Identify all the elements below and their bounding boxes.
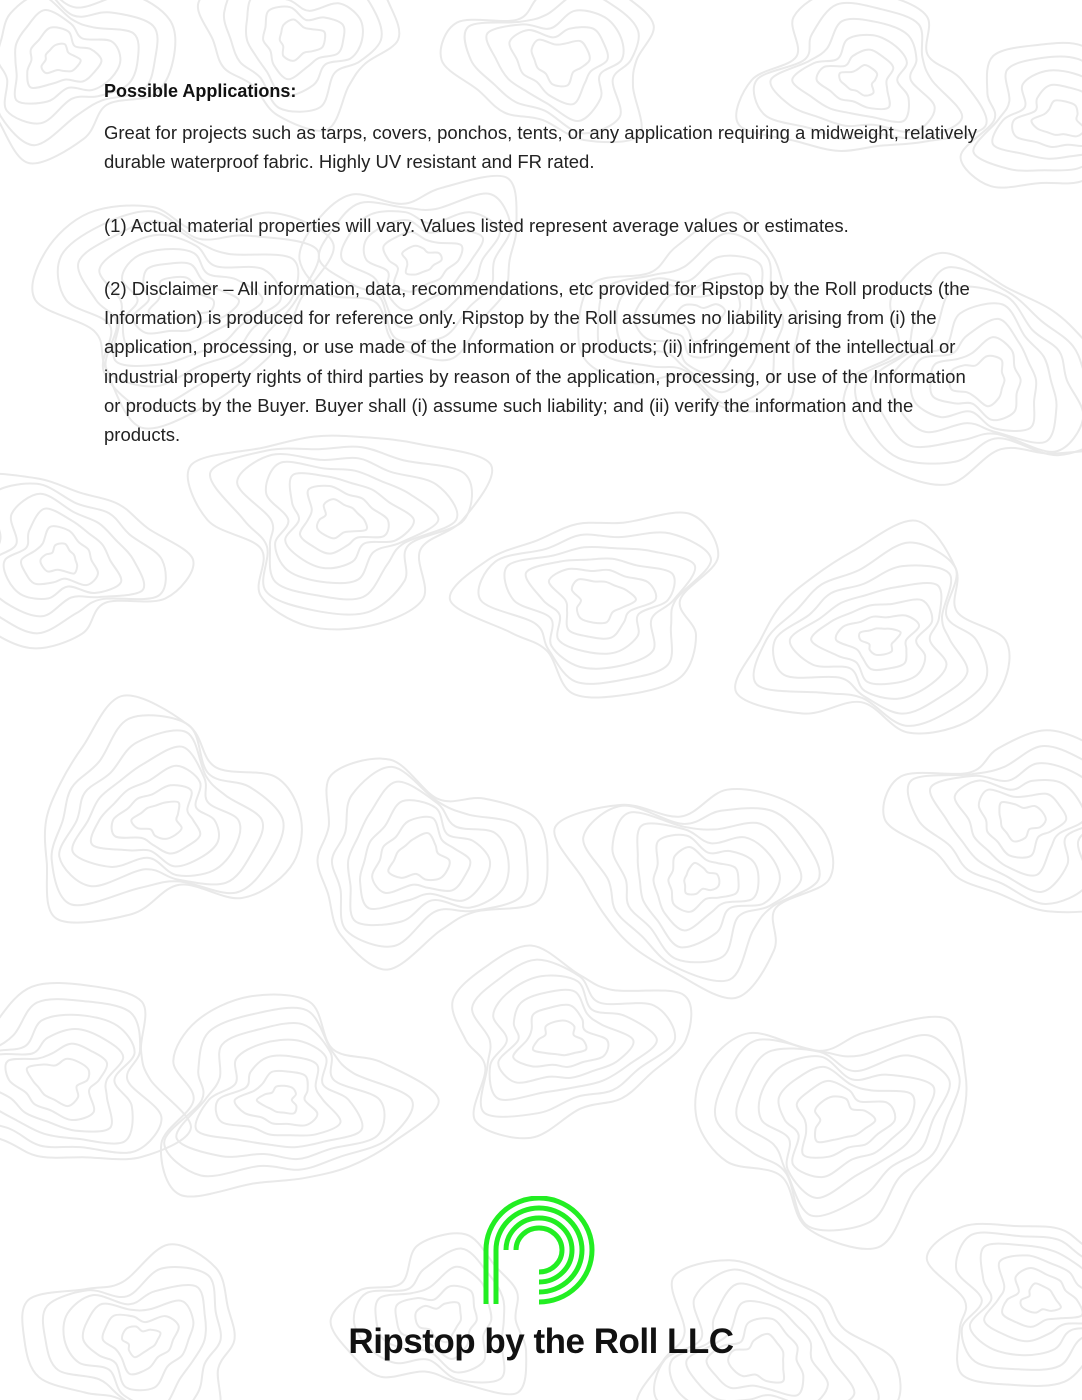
contour-line — [235, 1071, 318, 1126]
contour-line — [257, 1086, 297, 1114]
contour-line — [266, 462, 438, 583]
contour-line — [91, 766, 219, 867]
contour-line — [0, 1015, 135, 1144]
contour-line — [979, 790, 1067, 858]
contour-line — [237, 454, 457, 599]
applications-text: Great for projects such as tarps, covers, ponchos, tents, or any application requiring a midweight, relatively durable waterproof fabric. Highly UV resistant and FR rated. — [104, 122, 978, 173]
contour-line — [504, 547, 695, 669]
contour-line — [526, 558, 675, 653]
note-1-text: (1) Actual material properties will vary. Values listed represent average values or estimates. — [104, 214, 849, 236]
contour-line — [176, 1023, 384, 1159]
contour-line — [1031, 100, 1082, 136]
contour-line — [263, 7, 344, 80]
contour-line — [40, 543, 77, 573]
contour-line — [0, 484, 166, 634]
contour-line — [0, 474, 193, 649]
contour-line — [513, 1005, 608, 1067]
contour-line — [472, 960, 675, 1117]
contour-line — [41, 44, 80, 74]
contour-line — [21, 526, 98, 585]
contour-line — [549, 569, 656, 639]
contour-line — [112, 785, 201, 853]
contour-line — [452, 946, 691, 1139]
contour-line — [4, 508, 122, 599]
contour-line — [317, 499, 367, 538]
contour-line — [300, 486, 389, 554]
contour-line — [45, 695, 302, 922]
contour-line — [27, 27, 101, 88]
applications-heading: Possible Applications: — [104, 81, 297, 101]
contour-line — [450, 513, 718, 698]
contour-line — [188, 436, 492, 630]
contour-line — [131, 802, 181, 839]
rolled-p-logo-icon — [483, 1196, 599, 1308]
contour-line — [908, 746, 1082, 904]
contour-line — [280, 19, 326, 60]
contour-line — [759, 1056, 935, 1198]
contour-line — [836, 615, 919, 670]
contour-line — [210, 447, 472, 615]
contour-line — [815, 1096, 875, 1142]
disclaimer-text: (2) Disclaimer – All information, data, recommendations, etc provided for Ripstop by the Roll products (the Information) is produced for reference only. Ripstop by the Roll assumes no liability arising from (i) the application, processing, or use made of the Information or products; (ii) infringement of the intellectual or industrial property rights of third parties by reason of the application, processing, or use of the Information or products by the Buyer. Buyer shall (i) assume such liability; and (ii) verify the information and the products. — [104, 277, 970, 446]
contour-line — [479, 532, 711, 684]
contour-line — [27, 1059, 89, 1106]
contour-line — [533, 1020, 587, 1055]
contour-line — [317, 759, 547, 970]
contour-line — [797, 1081, 895, 1158]
contour-line — [754, 542, 988, 725]
contour-line — [955, 780, 1082, 876]
contour-line — [372, 817, 470, 893]
contour-line — [388, 833, 450, 880]
contour-line — [0, 999, 161, 1153]
contour-line — [583, 806, 820, 982]
company-name: Ripstop by the Roll LLC — [348, 1322, 734, 1361]
spacer — [104, 177, 984, 211]
document-body — [104, 78, 984, 450]
contour-line — [859, 628, 901, 655]
company-footer — [0, 1196, 1082, 1368]
contour-line — [684, 863, 719, 895]
spacer — [104, 240, 984, 274]
